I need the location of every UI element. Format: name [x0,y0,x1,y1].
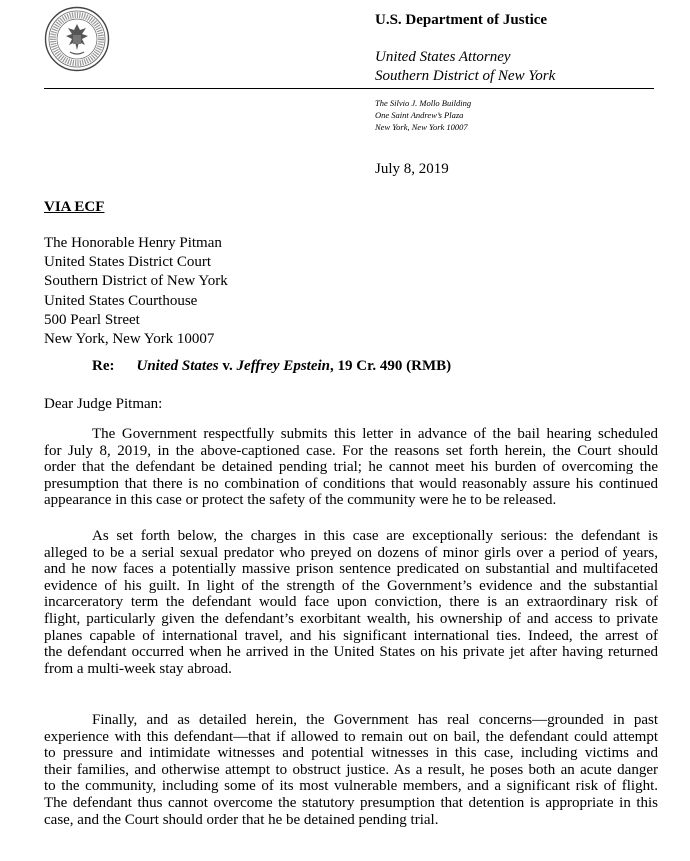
office-address [375,97,471,133]
recipient-line: United States Courthouse [44,292,198,309]
case-party-2: Jeffrey Epstein [236,358,330,374]
paragraph-line: to pressure and intimidate witnesses and potential witnesses in this case, including victims and [44,745,658,762]
doj-seal-icon [44,6,110,72]
body-paragraph-3 [44,712,658,828]
address-line-3: New York, New York 10007 [375,122,468,132]
paragraph-line: to the community, including some of its most vulnerable members, and a significant risk of flight. [44,778,658,795]
letter-date: July 8, 2019 [375,161,449,177]
paragraph-line: evidence of his guilt. In light of the strength of the Government’s evidence and the substantial [44,577,658,594]
office-name [375,48,555,86]
recipient-line: The Honorable Henry Pitman [44,235,222,251]
paragraph-line: The Government respectfully submits this letter in advance of the bail hearing scheduled [92,426,658,442]
re-line [92,358,451,375]
paragraph-line: planes capable of international travel, and his significant international ties. Indeed, the arrest of [44,627,658,644]
paragraph-line: incarceratory term the defendant would face upon conviction, there is an extraordinary risk of [44,594,658,611]
paragraph-line: case, and the Court should order that he be detained pending trial. [44,811,439,828]
body-paragraph-2 [44,528,658,677]
salutation: Dear Judge Pitman: [44,396,163,412]
case-number: , 19 Cr. 490 (RMB) [330,358,452,374]
paragraph-line: from a multi-week stay abroad. [44,660,232,677]
paragraph-line: flight, particularly given the defendant’s exorbitant wealth, his ownership of and access to private [44,610,658,627]
paragraph-line: The defendant thus cannot overcome the statutory presumption that detention is appropriate in this [44,794,658,811]
paragraph-line: alleged to be a serial sexual predator who preyed on dozens of minor girls over a period of years, [44,544,658,561]
paragraph-line: and he now faces a potentially massive prison sentence predicated on substantial and multifaceted [44,561,658,578]
recipient-line: Southern District of New York [44,273,228,290]
re-label: Re: [92,358,115,374]
paragraph-line: the defendant occurred when he arrived in the United States on his private jet after having returned [44,644,658,661]
case-party-1: United States [136,358,219,374]
address-line-2: One Saint Andrew’s Plaza [375,110,464,120]
address-line-1: The Silvio J. Mollo Building [375,98,472,108]
case-versus: v. [218,358,237,374]
paragraph-line: appearance in this case or protect the safety of the community were he to be released. [44,492,557,509]
paragraph-line: experience with this defendant—that if allowed to remain out on bail, the defendant could attempt [44,728,658,745]
office-line-1: United States Attorney [375,49,511,65]
paragraph-line: presumption that there is no combination of conditions that would reasonably assure his continued [44,475,658,492]
recipient-block [44,234,228,349]
office-line-2: Southern District of New York [375,68,556,84]
paragraph-line: Finally, and as detailed herein, the Government has real concerns—grounded in past [92,712,658,728]
recipient-line: New York, New York 10007 [44,331,215,348]
paragraph-line: for July 8, 2019, in the above-captioned case. For the reasons set forth herein, the Court should [44,442,658,459]
recipient-line: 500 Pearl Street [44,311,140,328]
letterhead-divider [44,88,654,89]
via-ecf: VIA ECF [44,199,105,215]
paragraph-line: order that the defendant be detained pending trial; he cannot meet his burden of overcoming the [44,459,658,476]
paragraph-line: As set forth below, the charges in this case are exceptionally serious: the defendant is [92,528,658,544]
body-paragraph-1 [44,426,658,509]
recipient-line: United States District Court [44,254,212,271]
department-name: U.S. Department of Justice [375,12,548,28]
paragraph-line: their families, and otherwise attempt to obstruct justice. As a result, he poses both an acute danger [44,761,658,778]
